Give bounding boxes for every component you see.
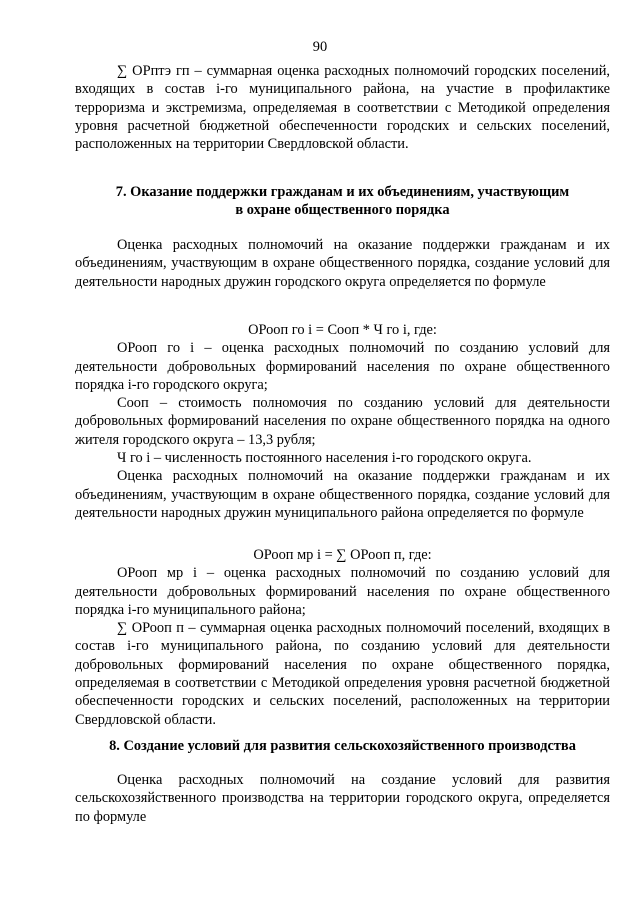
definition-orop-mr: ОРооп мр i – оценка расходных полномочий по созданию условий для деятельности добровольных формирований населения по охране общественного порядка i-го муниципального района; [75,565,610,618]
formula-orop-mr: ОРооп мр i = ∑ ОРооп п, где: [253,547,432,563]
definition-soop: Сооп – стоимость полномочия по созданию условий для деятельности добровольных формирований населения по охране общественного порядка на одного жителя городского округа – 13,3 рубля; [75,395,610,448]
definition-orop-go: ОРооп го i – оценка расходных полномочий по созданию условий для деятельности добровольных формирований населения по охране общественного порядка i-го городского округа; [75,340,610,393]
paragraph-intro-agri: Оценка расходных полномочий на создание условий для развития сельскохозяйственного производства на территории городского округа, определяется по формуле [75,772,610,825]
paragraph-intro-mr: Оценка расходных полномочий на оказание поддержки гражданам и их объединениям, участвующим в охране общественного порядка, создание условий для деятельности народных дружин муниципального района определяется по формуле [75,468,610,521]
definition-ch-go: Ч го i – численность постоянного населения i-го городского округа. [117,450,532,467]
section-7-heading-line2: в охране общественного порядка [235,202,450,219]
definition-sum-orop-p: ∑ ОРооп п – суммарная оценка расходных полномочий поселений, входящих в состав i-го муниципального района, по созданию условий для деятельности добровольных формирований населения по охране общественного порядка, определяемая в соответствии с Методикой определения уровня расчетной бюджетной обеспеченности городских и сельских поселений, расположенных на территории Свердловской области. [75,620,610,728]
section-8-heading: 8. Создание условий для развития сельскохозяйственного производства [109,738,576,754]
section-7-heading-line1: 7. Оказание поддержки гражданам и их объединениям, участвующим [115,184,570,200]
paragraph-sum-orpte: ∑ ОРптэ гп – суммарная оценка расходных полномочий городских поселений, входящих в состав i-го муниципального района, на участие в профилактике терроризма и экстремизма, определяемая в соответствии с Методикой определения уровня расчетной бюджетной обеспеченности городских и сельских поселений, расположенных на территории Свердловской области. [75,63,610,153]
paragraph-intro-go: Оценка расходных полномочий на оказание поддержки гражданам и их объединениям, участвующим в охране общественного порядка, создание условий для деятельности народных дружин городского округа определяется по формуле [75,237,610,290]
page-number: 90 [312,39,328,55]
formula-orop-go: ОРооп го i = Сооп * Ч го i, где: [248,322,437,338]
